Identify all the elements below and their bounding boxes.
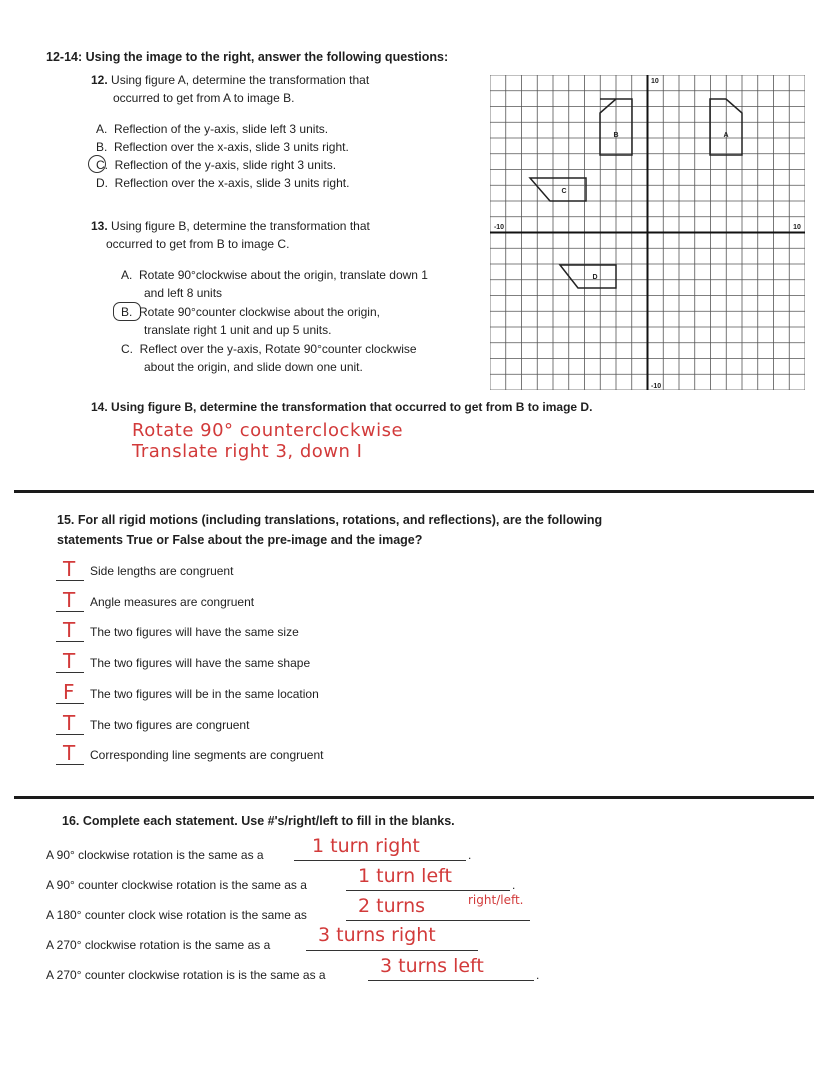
option-text: Reflection over the x-axis, slide 3 units right.	[114, 176, 350, 190]
option-letter: A.	[96, 122, 108, 136]
figure-d-label: D	[592, 274, 598, 281]
q14-number: 14.	[91, 400, 108, 414]
x-right-label: 10	[793, 224, 801, 231]
q13-option-c-line2: about the origin, and slide down one unit.	[144, 360, 363, 374]
q15-answer: T	[63, 649, 76, 674]
q15-statement: The two figures will have the same size	[90, 625, 299, 640]
q16-item-2-prompt: A 90° counter clockwise rotation is the same as a	[46, 878, 307, 892]
figure-c-label: C	[561, 188, 567, 195]
q16-item-1-end: .	[468, 848, 472, 862]
q15-answer: T	[63, 710, 76, 735]
q16-item-1-answer: 1 turn right	[312, 835, 420, 857]
q16-item-5-blank[interactable]	[368, 955, 534, 981]
q14-prompt	[91, 400, 592, 414]
q16-heading: 16. Complete each statement. Use #'s/right/left to fill in the blanks.	[62, 814, 455, 828]
q15-statement: The two figures will be in the same location	[90, 686, 319, 701]
option-letter: C.	[96, 158, 108, 172]
q15-answer: T	[63, 557, 76, 581]
option-text: Reflection of the y-axis, slide left 3 units.	[114, 122, 329, 136]
q15-answer: F	[63, 679, 75, 704]
q15-heading-line1: 15. For all rigid motions (including translations, rotations, and reflections), are the following	[57, 513, 603, 527]
q16-item-1-blank[interactable]	[294, 835, 466, 861]
q15-answer-blank[interactable]	[56, 649, 84, 674]
q12-line2: occurred to get from A to image B.	[113, 91, 295, 105]
q15-statement: The two figures are congruent	[90, 717, 250, 732]
q15-answer-blank[interactable]	[56, 557, 84, 581]
q15-statement: Corresponding line segments are congruent	[90, 748, 324, 763]
q15-statement: Side lengths are congruent	[90, 564, 234, 578]
q12-option-c[interactable]	[96, 158, 336, 172]
option-letter: B.	[96, 140, 108, 154]
q12-option-b[interactable]	[96, 140, 349, 154]
section-divider	[14, 796, 814, 799]
q16-item-1-prompt: A 90° clockwise rotation is the same as a	[46, 848, 264, 862]
q13-option-a[interactable]	[121, 268, 428, 282]
q13-option-b[interactable]	[121, 305, 380, 319]
q15-answer-blank[interactable]	[56, 618, 84, 643]
option-text: Reflection over the x-axis, slide 3 units right.	[114, 140, 349, 154]
q15-statement: Angle measures are congruent	[90, 594, 255, 609]
q12-number: 12.	[91, 73, 108, 87]
q13-number: 13.	[91, 219, 108, 233]
q15-statement: The two figures will have the same shape	[90, 656, 311, 671]
q16-item-5-end: .	[536, 968, 540, 982]
q16-item-5-answer: 3 turns left	[380, 955, 484, 977]
q16-item-3-answer: 2 turns	[358, 895, 426, 917]
x-left-label: -10	[493, 224, 505, 231]
q16-item-4-answer: 3 turns right	[318, 924, 436, 946]
q16-item-3-note: right/left.	[468, 893, 524, 907]
option-text: Reflection of the y-axis, slide right 3 units.	[114, 158, 337, 172]
q15-answer-blank[interactable]	[56, 741, 84, 766]
q12-line1: Using figure A, determine the transformation that	[111, 73, 370, 87]
q12-prompt	[91, 73, 369, 87]
q16-item-2-blank[interactable]	[346, 865, 510, 891]
q16-item-4-prompt: A 270° clockwise rotation is the same as a	[46, 938, 271, 952]
q15-heading-line2: statements True or False about the pre-image and the image?	[57, 533, 423, 547]
q13-option-c[interactable]	[121, 342, 417, 356]
q15-answer: T	[63, 618, 76, 643]
figure-a-label: A	[723, 132, 729, 139]
q15-answer-blank[interactable]	[56, 710, 84, 735]
q14-answer-line1: Rotate 90° counterclockwise	[132, 420, 404, 441]
q13-line1: Using figure B, determine the transformation that	[111, 219, 370, 233]
q16-item-4-blank[interactable]	[306, 924, 478, 951]
figure-c-shape	[530, 178, 586, 201]
q14-answer-line2: Translate right 3, down I	[132, 441, 363, 462]
section-divider	[14, 490, 814, 493]
option-letter: C.	[121, 342, 133, 356]
q12-option-a[interactable]	[96, 122, 328, 136]
coordinate-grid	[490, 75, 805, 390]
q15-answer: T	[63, 587, 76, 612]
y-bottom-label: -10	[651, 383, 662, 390]
q15-answer-blank[interactable]	[56, 587, 84, 612]
q15-answer-blank[interactable]	[56, 679, 84, 704]
q13-line2: occurred to get from B to image C.	[106, 237, 290, 251]
q15-answer: T	[63, 741, 76, 766]
q16-item-2-answer: 1 turn left	[358, 865, 452, 887]
option-text: Reflect over the y-axis, Rotate 90°counter clockwise	[139, 342, 417, 356]
option-letter: B.	[121, 305, 133, 319]
option-letter: D.	[96, 176, 108, 190]
q13-prompt	[91, 219, 370, 233]
section-12-14-heading: 12-14: Using the image to the right, answer the following questions:	[46, 50, 449, 64]
q12-option-d[interactable]	[96, 176, 349, 190]
q13-option-a-line2: and left 8 units	[144, 286, 223, 300]
option-text: Rotate 90°clockwise about the origin, translate down 1	[139, 268, 428, 282]
q16-item-3-prompt: A 180° counter clock wise rotation is the same as	[46, 908, 307, 922]
q16-item-2-end: .	[512, 878, 516, 892]
option-text: Rotate 90°counter clockwise about the origin,	[139, 305, 380, 319]
q16-item-5-prompt: A 270° counter clockwise rotation is is the same as a	[46, 968, 326, 982]
figure-b-label: B	[613, 132, 619, 139]
y-top-label: 10	[651, 78, 659, 85]
option-letter: A.	[121, 268, 133, 282]
q13-option-b-line2: translate right 1 unit and up 5 units.	[144, 323, 332, 337]
q14-text: Using figure B, determine the transformation that occurred to get from B to image D.	[111, 400, 593, 414]
